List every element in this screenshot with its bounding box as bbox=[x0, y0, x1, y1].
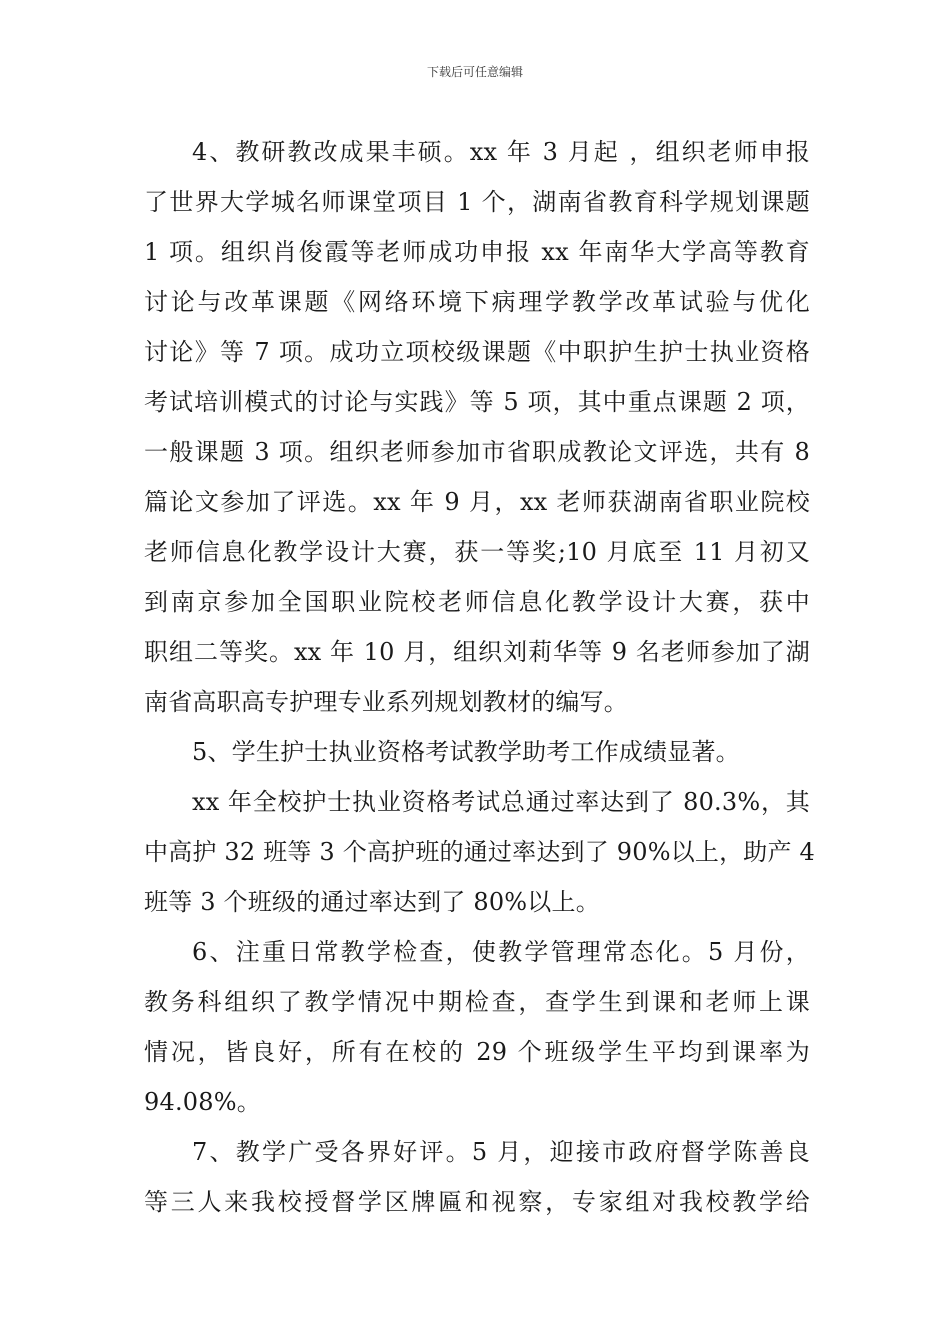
document-body bbox=[144, 127, 815, 1227]
paragraph-daily-inspection bbox=[144, 927, 810, 1127]
text-line: 讨论与改革课题《网络环境下病理学教学改革试验与优化 bbox=[144, 288, 810, 316]
text-line: xx 年全校护士执业资格考试总通过率达到了 80.3%，其 bbox=[192, 788, 810, 816]
text-line: 篇论文参加了评选。xx 年 9 月，xx 老师获湖南省职业院校 bbox=[144, 488, 810, 516]
text-line: 到南京参加全国职业院校老师信息化教学设计大赛，获中 bbox=[144, 588, 810, 616]
text-line: 考试培训模式的讨论与实践》等 5 项，其中重点课题 2 项， bbox=[144, 388, 810, 416]
page-header-note: 下载后可任意编辑 bbox=[426, 65, 523, 79]
text-line: 7、教学广受各界好评。5 月，迎接市政府督学陈善良 bbox=[192, 1138, 810, 1166]
text-line: 教务科组织了教学情况中期检查，查学生到课和老师上课 bbox=[144, 988, 810, 1016]
text-line: 6、注重日常教学检查，使教学管理常态化。5 月份， bbox=[192, 938, 810, 966]
text-line: 1 项。组织肖俊霞等老师成功申报 xx 年南华大学高等教育 bbox=[144, 238, 810, 266]
text-line: 班等 3 个班级的通过率达到了 80%以上。 bbox=[144, 888, 600, 916]
text-line: 中高护 32 班等 3 个高护班的通过率达到了 90%以上，助产 4 bbox=[144, 838, 815, 866]
paragraph-exam-results bbox=[144, 777, 815, 927]
text-line: 职组二等奖。xx 年 10 月，组织刘莉华等 9 名老师参加了湖 bbox=[144, 638, 810, 666]
text-line: 一般课题 3 项。组织老师参加市省职成教论文评选，共有 8 bbox=[144, 438, 810, 466]
text-line: 讨论》等 7 项。成功立项校级课题《中职护生护士执业资格 bbox=[144, 338, 810, 366]
paragraph-exam-heading bbox=[144, 727, 810, 777]
text-line: 94.08%。 bbox=[144, 1088, 261, 1116]
text-line: 4、教研教改成果丰硕。xx 年 3 月起 ，组织老师申报 bbox=[192, 138, 810, 166]
text-line: 老师信息化教学设计大赛，获一等奖;10 月底至 11 月初又 bbox=[144, 538, 810, 566]
text-line: 了世界大学城名师课堂项目 1 个，湖南省教育科学规划课题 bbox=[144, 188, 810, 216]
text-line: 南省高职高专护理专业系列规划教材的编写。 bbox=[144, 688, 628, 716]
text-line: 等三人来我校授督学区牌匾和视察，专家组对我校教学给 bbox=[144, 1188, 810, 1216]
text-line: 情况，皆良好，所有在校的 29 个班级学生平均到课率为 bbox=[144, 1038, 810, 1066]
text-line: 5、学生护士执业资格考试教学助考工作成绩显著。 bbox=[192, 738, 740, 766]
paragraph-public-praise bbox=[144, 1127, 810, 1227]
paragraph-teaching-research bbox=[144, 127, 810, 727]
